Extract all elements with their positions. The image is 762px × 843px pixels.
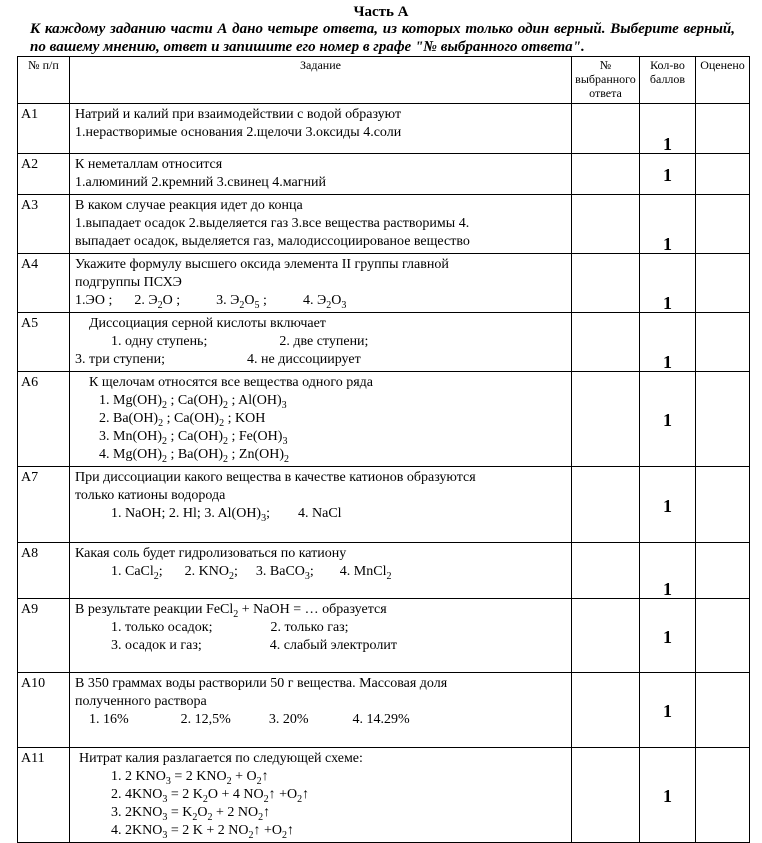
task-number: A9: [18, 599, 70, 673]
option-text: 3. 2KNO: [111, 805, 163, 820]
task-number: A10: [18, 673, 70, 748]
option-4: 4. слабый электролит: [269, 638, 397, 653]
grade-cell[interactable]: [696, 673, 750, 748]
task-number: A6: [18, 372, 70, 467]
option-3: 3. $2KNO_3 = K_2O_2 + 2$ $NO_2↑$: [111, 805, 271, 823]
option-text: 2. Ba(OH): [99, 411, 159, 426]
task-line: К неметаллам относится: [75, 157, 223, 172]
task-text: [70, 372, 572, 467]
option-text: 2. 4KNO: [111, 787, 163, 802]
grade-cell[interactable]: [696, 599, 750, 673]
task-text: [70, 467, 572, 543]
points-cell: 1: [640, 543, 696, 599]
option-3: 3. осадок и газ;: [111, 638, 202, 653]
option-3: 3. BaCO: [255, 564, 305, 579]
task-number: A2: [18, 154, 70, 195]
option-2: 2. $Ba(OH)_2$ ; $Ca(OH)_2$ ; KOH: [99, 411, 266, 429]
points-cell: 1: [640, 673, 696, 748]
grade-cell[interactable]: [696, 104, 750, 154]
points-cell: 1: [640, 154, 696, 195]
task-line: подгруппы ПСХЭ: [75, 275, 182, 290]
option-2: 2. KNO: [184, 564, 230, 579]
option-3: 3. $Mn(OH)_2$ ; $Ca(OH)_2$ ; $Fe(OH)_3$: [99, 429, 288, 447]
task-options: [75, 333, 566, 351]
task-options: [75, 619, 566, 637]
grade-cell[interactable]: [696, 467, 750, 543]
option-text: 3. Mn(OH): [99, 429, 162, 444]
points-cell: 1: [640, 748, 696, 843]
option-1: 1. одну ступень;: [111, 334, 208, 349]
header-chosen: № выбранного ответа: [572, 57, 640, 104]
answer-cell[interactable]: [572, 154, 640, 195]
option-2: 2. только газ;: [270, 620, 349, 635]
option-2: 2. Э: [134, 293, 158, 308]
task-number: A7: [18, 467, 70, 543]
option-1: 1. 16%: [89, 712, 129, 727]
task-text: [70, 599, 572, 673]
points-cell: 1: [640, 467, 696, 543]
option-3: 3. 20%: [268, 712, 309, 727]
task-line: В 350 граммах воды растворили 50 г вещества. Массовая доля: [75, 676, 448, 691]
task-options: 1. NaOH; 2. Hl; 3. $Al(OH)_3$; 4. NaCl: [111, 506, 342, 524]
option-4: 4. MnCl: [339, 564, 387, 579]
task-line-part: В результате реакции FeCl: [75, 602, 234, 617]
answer-cell[interactable]: [572, 599, 640, 673]
task-line: Какая соль будет гидролизоваться по катиону: [75, 546, 347, 561]
table-row: [18, 195, 750, 254]
option-text: 4. NaCl: [298, 506, 342, 521]
table-row: [18, 372, 750, 467]
grade-cell[interactable]: [696, 372, 750, 467]
option-2: 2. $4KNO_3 = 2$ $K_2O + 4$ $NO_2↑$ $+O_2↑$: [111, 787, 310, 805]
option-4: 4. Э: [302, 293, 327, 308]
points-cell: 1: [640, 372, 696, 467]
task-line: Нитрат калия разлагается по следующей схеме:: [79, 751, 363, 766]
task-line: Диссоциация серной кислоты включает: [89, 316, 326, 331]
task-number: A5: [18, 313, 70, 372]
option-text: 1. NaOH; 2. Hl; 3. Al(OH): [111, 506, 262, 521]
task-line: выпадает осадок, выделяется газ, малодиссоциированое вещество: [75, 234, 470, 249]
table-row: [18, 599, 750, 673]
option-3: 3. Э: [216, 293, 240, 308]
option-1: 1. $Mg(OH)_2$ ; $Ca(OH)_2$ ; $Al(OH)_3$: [99, 393, 287, 411]
task-line: полученного раствора: [75, 694, 207, 709]
option-1: 1.ЭО ;: [75, 293, 113, 308]
table-row: [18, 748, 750, 843]
task-text: [70, 154, 572, 195]
task-number: A3: [18, 195, 70, 254]
option-text: 4. Mg(OH): [99, 447, 162, 462]
task-text: [70, 195, 572, 254]
answer-cell[interactable]: [572, 104, 640, 154]
task-line: только катионы водорода: [75, 488, 226, 503]
task-line: Натрий и калий при взаимодействии с водой образуют: [75, 107, 402, 122]
answer-cell[interactable]: [572, 673, 640, 748]
header-task: Задание: [70, 57, 572, 104]
points-cell: 1: [640, 599, 696, 673]
task-line: К щелочам относятся все вещества одного ряда: [89, 375, 374, 390]
points-cell: 1: [640, 104, 696, 154]
task-options: [75, 637, 566, 655]
grade-cell[interactable]: [696, 195, 750, 254]
task-number: A4: [18, 254, 70, 313]
grade-cell[interactable]: [696, 543, 750, 599]
task-line: Укажите формулу высшего оксида элемента II группы главной: [75, 257, 449, 272]
answer-cell[interactable]: [572, 372, 640, 467]
option-text: 1. Mg(OH): [99, 393, 162, 408]
task-text: [70, 313, 572, 372]
grade-cell[interactable]: [696, 313, 750, 372]
option-2: 2. две ступени;: [279, 334, 369, 349]
answer-cell[interactable]: [572, 467, 640, 543]
header-num: № п/п: [18, 57, 70, 104]
answer-cell[interactable]: [572, 195, 640, 254]
grade-cell[interactable]: [696, 748, 750, 843]
option-4: 4. $2KNO_3 = 2$ K + 2 $NO_2↑$ $+O_2↑$: [111, 823, 294, 841]
task-number: A8: [18, 543, 70, 599]
answer-cell[interactable]: [572, 748, 640, 843]
option-3: 3. три ступени;: [75, 352, 166, 367]
task-text: [70, 543, 572, 599]
table-row: [18, 313, 750, 372]
instructions: К каждому заданию части А дано четыре ответа, из которых только один верный. Выберите верный, по вашему мнению, ответ и запишите его номер в графе "№ выбранного ответа".: [30, 21, 735, 55]
option-4: 4. $Mg(OH)_2$ ; $Ba(OH)_2$ ; $Zn(OH)_2$: [99, 447, 289, 465]
points-cell: 1: [640, 313, 696, 372]
task-options: [75, 711, 566, 729]
points-cell: 1: [640, 195, 696, 254]
option-4: 4. не диссоциирует: [247, 352, 361, 367]
task-line: 1.нерастворимые основания 2.щелочи 3.оксиды 4.соли: [75, 125, 402, 140]
header-grade: Оценено: [696, 57, 750, 104]
answer-cell[interactable]: [572, 313, 640, 372]
task-line: В каком случае реакция идет до конца: [75, 198, 303, 213]
task-line: 1.выпадает осадок 2.выделяется газ 3.все вещества растворимы 4.: [75, 216, 470, 231]
task-text: [70, 104, 572, 154]
header-points: Кол-во баллов: [640, 57, 696, 104]
table-row: [18, 673, 750, 748]
task-text: [70, 748, 572, 843]
option-1: 1. только осадок;: [111, 620, 213, 635]
points-cell: 1: [640, 254, 696, 313]
table-row: [18, 104, 750, 154]
table-row: [18, 254, 750, 313]
grade-cell[interactable]: [696, 154, 750, 195]
task-text: [70, 673, 572, 748]
option-1: 1. CaCl: [111, 564, 154, 579]
option-4: 4. 14.29%: [352, 712, 410, 727]
task-text: [70, 254, 572, 313]
option-text: 1. 2 KNO: [111, 769, 166, 784]
option-text: 4. 2KNO: [111, 823, 163, 838]
task-line: В результате реакции FeCl$_2$ + NaOH = … образуется: [75, 602, 387, 620]
task-options: 1.ЭО ; 2. $Э_2O$ ; 3. $Э_2O_5$ ; 4. $Э_2O_3$: [75, 293, 347, 311]
table-row: [18, 154, 750, 195]
task-line: При диссоциации какого вещества в качестве катионов образуются: [75, 470, 476, 485]
table-row: [18, 543, 750, 599]
task-options: [75, 351, 566, 369]
header-row: [18, 57, 750, 104]
task-number: A1: [18, 104, 70, 154]
task-line: 1.алюминий 2.кремний 3.свинец 4.магний: [75, 175, 326, 190]
tasks-table: [17, 56, 750, 843]
answer-cell[interactable]: [572, 254, 640, 313]
task-number: A11: [18, 748, 70, 843]
task-options: 1. CaCl$_2$; 2. $KNO_2$; 3. BaCO$_3$; 4. MnCl$_2$: [111, 564, 392, 582]
task-line-part: + NaOH = … образуется: [238, 602, 387, 617]
table-row: [18, 467, 750, 543]
grade-cell[interactable]: [696, 254, 750, 313]
section-title: Часть А: [353, 4, 409, 20]
option-1: 1. 2 $KNO_3 = 2$ $KNO_2$ + $O_2↑$: [111, 769, 269, 787]
answer-cell[interactable]: [572, 543, 640, 599]
option-2: 2. 12,5%: [180, 712, 231, 727]
